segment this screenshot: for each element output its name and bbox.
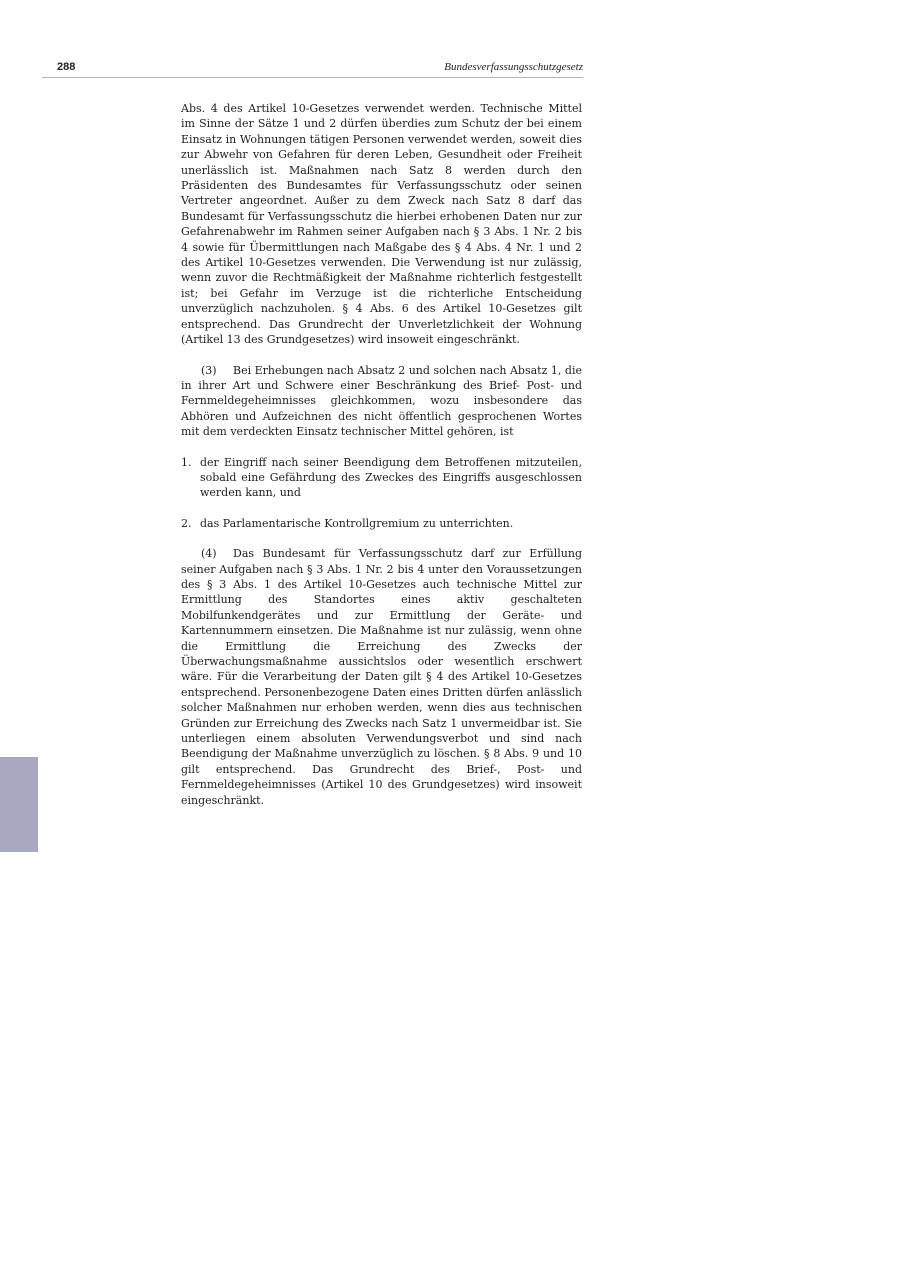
paragraph-4-label: (4) xyxy=(201,547,217,561)
page-number: 288 xyxy=(57,61,76,73)
page-header xyxy=(42,60,583,78)
main-text xyxy=(181,101,582,823)
list-item xyxy=(181,516,582,531)
numbered-list xyxy=(181,455,582,532)
thumb-index-tab xyxy=(0,757,38,852)
list-item-text: der Eingriff nach seiner Beendigung dem Betroffenen mitzuteilen, sobald eine Gefährdung des Zweckes des Eingriffs ausgeschlossen werden kann, und xyxy=(200,455,582,500)
intro-paragraph: Abs. 4 des Artikel 10-Gesetzes verwendet werden. Technische Mittel im Sinne der Sätze 1 und 2 dürfen überdies zum Schutz der bei einem Einsatz in Wohnungen tätigen Personen verwendet werden, soweit dies zur Abwehr von Gefahren für deren Leben, Gesundheit oder Freiheit unerlässlich ist. Maßnahmen nach Satz 8 werden durch den Präsidenten des Bundesamtes für Verfassungsschutz oder seinen Vertreter angeordnet. Außer zu dem Zweck nach Satz 8 darf das Bundesamt für Verfassungsschutz die hierbei erhobenen Daten nur zur Gefahrenabwehr im Rahmen seiner Aufgaben nach § 3 Abs. 1 Nr. 2 bis 4 sowie für Übermittlungen nach Maßgabe des § 4 Abs. 4 Nr. 1 und 2 des Artikel 10-Gesetzes verwenden. Die Verwendung ist nur zulässig, wenn zuvor die Rechtmäßigkeit der Maßnahme richterlich festgestellt ist; bei Gefahr im Verzuge ist die richterliche Entscheidung unverzüglich nachzuholen. § 4 Abs. 6 des Artikel 10-Gesetzes gilt entsprechend. Das Grundrecht der Unverletzlichkeit der Wohnung (Artikel 13 des Grundgesetzes) wird insoweit eingeschränkt. xyxy=(181,102,582,347)
paragraph-4 xyxy=(181,546,582,808)
paragraph-3-text: Bei Erhebungen nach Absatz 2 und solchen nach Absatz 1, die in ihrer Art und Schwere einer Beschränkung des Brief- Post- und Fernmeldegeheimnisses gleichkommen, wozu insbesondere das Abhören und Aufzeichnen des nicht öffentlich gesprochenen Wortes mit dem verdeckten Einsatz technischer Mittel gehören, ist xyxy=(181,363,582,439)
list-item xyxy=(181,455,582,501)
paragraph-3-label: (3) xyxy=(201,363,217,377)
list-item-number: 2. xyxy=(181,516,192,530)
list-item-number: 1. xyxy=(181,455,192,469)
list-item-text: das Parlamentarische Kontrollgremium zu unterrichten. xyxy=(200,516,514,530)
paragraph-3 xyxy=(181,363,582,440)
paragraph-4-text: Das Bundesamt für Verfassungsschutz darf zur Erfüllung seiner Aufgaben nach § 3 Abs. 1 Nr. 2 bis 4 unter den Voraussetzungen des § 3 Abs. 1 des Artikel 10-Gesetzes auch technische Mittel zur Ermittlung des Standortes eines aktiv geschalteten Mobilfunkendgerätes und zur Ermittlung der Geräte- und Kartennummern einsetzen. Die Maßnahme ist nur zulässig, wenn ohne die Ermittlung die Erreichung des Zwecks der Überwachungsmaßnahme aussichtslos oder wesentlich erschwert wäre. Für die Verarbeitung der Daten gilt § 4 des Artikel 10-Gesetzes entsprechend. Personenbezogene Daten eines Dritten dürfen anlässlich solcher Maßnahmen nur erhoben werden, wenn dies aus technischen Gründen zur Erreichung des Zwecks nach Satz 1 unvermeidbar ist. Sie unterliegen einem absoluten Verwendungsverbot und sind nach Beendigung der Maßnahme unverzüglich zu löschen. § 8 Abs. 9 und 10 gilt entsprechend. Das Grundrecht des Brief-, Post- und Fernmeldegeheimnisses (Artikel 10 des Grundgesetzes) wird insoweit eingeschränkt. xyxy=(181,547,582,807)
running-title: Bundesverfassungsschutzgesetz xyxy=(444,61,583,73)
